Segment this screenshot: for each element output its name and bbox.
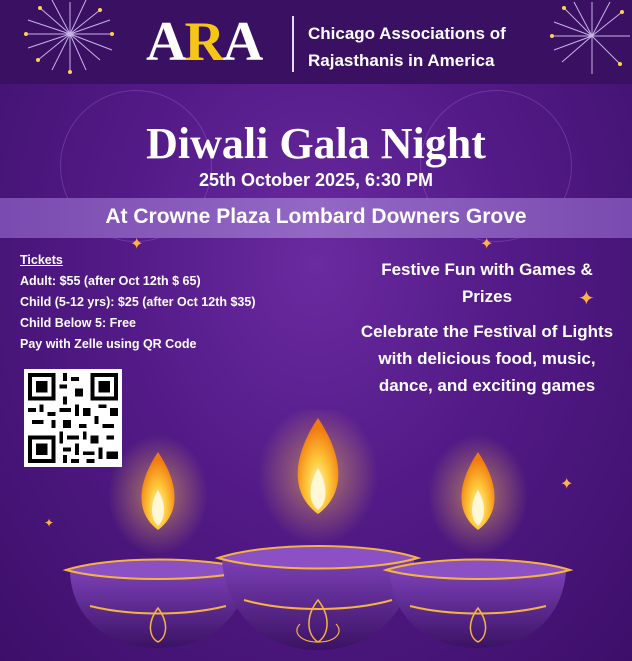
diya-lamp-icon: [218, 410, 418, 650]
organization-line-1: Chicago Associations of: [308, 24, 506, 43]
diya-lamp-icon: [66, 435, 252, 648]
sparkle-icon: ✦: [560, 476, 574, 493]
header-divider: [292, 16, 294, 72]
event-datetime: 25th October 2025, 6:30 PM: [198, 170, 434, 190]
ticket-line: Child (5-12 yrs): $25 (after Oct 12th $35): [20, 295, 256, 309]
sparkle-icon: ✦: [480, 236, 494, 253]
header-band: [0, 0, 632, 84]
sparkle-icon: ✦: [578, 288, 595, 310]
tickets-heading: Tickets: [20, 253, 63, 267]
sparkle-icon: ✦: [130, 236, 144, 253]
ara-logo: ARA: [146, 11, 262, 73]
organization-line-2: Rajasthanis in America: [308, 51, 495, 70]
ticket-line: Adult: $55 (after Oct 12th $ 65): [20, 274, 201, 288]
diya-lamps: [0, 410, 632, 661]
highlight-games: Festive Fun with Games & Prizes: [381, 260, 593, 306]
event-venue: At Crowne Plaza Lombard Downers Grove: [105, 205, 527, 228]
organization-name: [308, 20, 548, 74]
diya-lamp-icon: [386, 435, 570, 648]
event-title: Diwali Gala Night: [146, 119, 486, 168]
fireworks-icon: [0, 0, 150, 84]
ticket-line: Child Below 5: Free: [20, 316, 136, 330]
tickets-section: [20, 250, 256, 355]
sparkle-icon: ✦: [44, 516, 55, 530]
highlight-celebrate: Celebrate the Festival of Lights with delicious food, music, dance, and exciting games: [360, 322, 614, 395]
fireworks-icon: [522, 0, 632, 84]
ticket-line: Pay with Zelle using QR Code: [20, 337, 197, 351]
event-highlights: [356, 256, 618, 399]
